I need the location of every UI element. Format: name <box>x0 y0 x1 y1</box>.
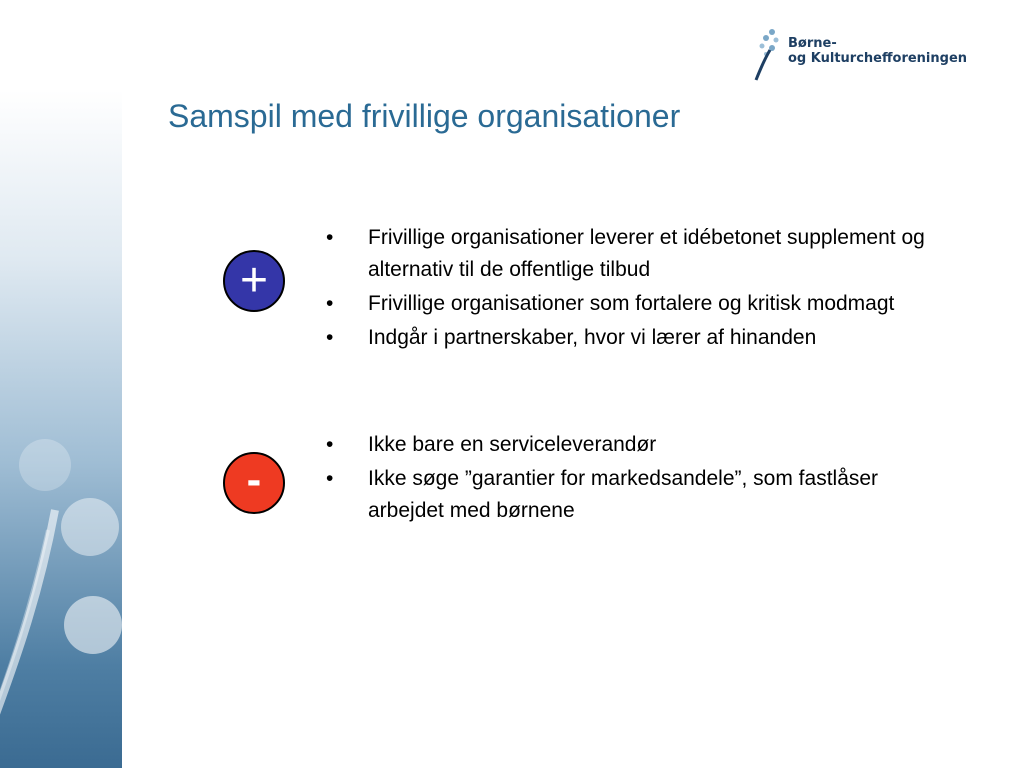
bullet-icon: • <box>326 433 334 456</box>
negative-bullet-list <box>326 429 936 529</box>
bullet-icon: • <box>326 467 334 490</box>
list-item <box>326 288 936 320</box>
logo <box>752 28 968 84</box>
list-item <box>326 429 936 461</box>
minus-sign-icon: - <box>223 452 285 514</box>
list-item <box>326 222 936 286</box>
logo-text <box>788 36 967 66</box>
positive-bullet-list <box>326 222 936 356</box>
slide-title: Samspil med frivillige organisationer <box>168 98 681 134</box>
plus-sign-icon: + <box>223 250 285 312</box>
logo-line-2: og Kulturchefforeningen <box>788 51 968 66</box>
bubble-decoration-icon <box>0 90 122 768</box>
bullet-icon: • <box>326 226 334 249</box>
list-item <box>326 322 936 354</box>
bullet-icon: • <box>326 292 334 315</box>
list-item <box>326 463 936 527</box>
people-tree-icon <box>752 28 788 84</box>
list-item-text: Frivillige organisationer leverer et idébetonet supplement og alternativ til de offentlige tilbud <box>368 226 925 281</box>
decorative-side-band <box>0 90 122 768</box>
list-item-text: Ikke søge ”garantier for markedsandele”, som fastlåser arbejdet med børnene <box>368 467 879 522</box>
logo-line-1: Børne- <box>788 36 837 51</box>
list-item-text: Frivillige organisationer som fortalere og kritisk modmagt <box>368 292 895 315</box>
list-item-text: Ikke bare en serviceleverandør <box>368 433 657 456</box>
bullet-icon: • <box>326 326 334 349</box>
list-item-text: Indgår i partnerskaber, hvor vi lærer af hinanden <box>368 326 817 349</box>
